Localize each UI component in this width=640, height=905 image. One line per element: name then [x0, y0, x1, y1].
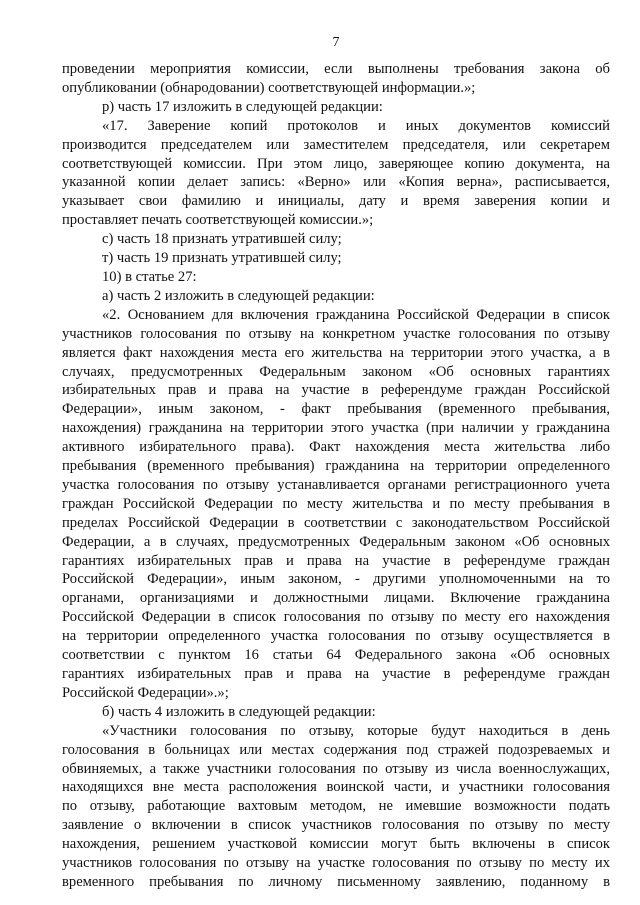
text-line: «Участники голосования по отзыву, которые будут находиться в день [102, 722, 610, 739]
text-line: Российской Федерации».»; [62, 684, 229, 701]
text-line: пределах Российской Федерации в соответствии с законодательством Российской [62, 514, 610, 531]
text-line: Федерации, а в случаях, предусмотренных Федеральным законом «Об основных [62, 533, 610, 550]
text-line: проведении мероприятия комиссии, если выполнены требования закона об [62, 61, 610, 77]
text-line: граждан Российской Федерации по месту жительства и по месту пребывания в [62, 495, 610, 512]
text-line: активного избирательного права). Факт нахождения места жительства либо [62, 439, 610, 456]
text-line: случаях, предусмотренных Федеральным законом «Об основных гарантиях [62, 363, 610, 380]
text-line: производится председателем или заместителем председателя, или секретарем [62, 136, 610, 153]
text-line: находящихся вне места расположения воинской части, и участники голосования [62, 779, 610, 796]
text-line: указанной копии делает запись: «Верно» или «Копия верна», расписывается, [62, 174, 610, 191]
text-line: с) часть 18 признать утратившей силу; [102, 231, 342, 248]
text-line: нахождения, решением участковой комиссии могут быть включены в список [62, 836, 610, 853]
text-line: а) часть 2 изложить в следующей редакции: [102, 287, 375, 304]
text-line: Российской Федерации в список голосования по отзыву по месту его нахождения [62, 609, 610, 626]
text-line: участников голосования по отзыву на участке голосования по отзыву по месту их [62, 855, 610, 872]
text-line: проставляет печать соответствующей комиссии.»; [62, 212, 374, 229]
text-line: участников голосования по отзыву на конкретном участке голосования по отзыву [62, 325, 610, 342]
text-line: обвиняемых, а также участники голосования по отзыву из числа военнослужащих, [62, 760, 610, 777]
page-number: 7 [332, 35, 340, 50]
text-line: избирательных прав и права на участие в референдуме граждан Российской [62, 382, 610, 399]
text-line: указывает свои фамилию и инициалы, дату и время заверения копии и [62, 193, 610, 210]
text-line: б) часть 4 изложить в следующей редакции: [102, 703, 376, 720]
text-line: по отзыву, работающие вахтовым методом, не имевшие возможности подать [62, 798, 610, 815]
text-line: нахождения) гражданина на территории этого участка (при наличии у гражданина [62, 420, 610, 437]
text-line: Федерации», иным законом, - факт пребывания (временного пребывания, [62, 401, 610, 418]
text-line: р) часть 17 изложить в следующей редакции: [102, 98, 383, 115]
text-line: опубликовании (обнародовании) соответствующей информации.»; [62, 79, 476, 96]
text-line: голосования в больницах или местах содержания под стражей подозреваемых и [62, 741, 610, 758]
text-line: 10) в статье 27: [102, 268, 197, 285]
text-line: гарантиях избирательных прав и права на участие в референдуме граждан [62, 666, 610, 682]
text-line: «17. Заверение копий протоколов и иных документов комиссий [102, 117, 610, 134]
text-line: т) часть 19 признать утратившей силу; [102, 250, 342, 267]
text-line: на территории определенного участка голосования по отзыву осуществляется в [62, 628, 610, 645]
text-line: соответствующей комиссии. При этом лицо, заверяющее копию документа, на [62, 155, 610, 172]
text-line: Российской Федерации», иным законом, - другими уполномоченными на то [62, 571, 610, 588]
document-body [62, 60, 610, 892]
text-line: соответствии с пунктом 16 статьи 64 Федерального закона «Об основных [62, 647, 610, 664]
text-line: участка голосования по отзыву устанавливается органами регистрационного учета [62, 476, 610, 493]
text-line: органами, организациями и должностными лицами. Включение гражданина [62, 590, 610, 607]
text-line: является факт нахождения места его жительства на территории этого участка, а в [62, 344, 610, 361]
text-line: гарантиях избирательных прав и права на участие в референдуме граждан [62, 552, 610, 569]
text-line: временного пребывания по личному письменному заявлению, поданному в [62, 873, 610, 890]
text-line: «2. Основанием для включения гражданина Российской Федерации в список [102, 306, 610, 323]
text-line: пребывания (временного пребывания) гражданина на территории определенного [62, 458, 610, 475]
text-line: заявление о включении в список участников голосования по отзыву по месту [62, 817, 610, 834]
